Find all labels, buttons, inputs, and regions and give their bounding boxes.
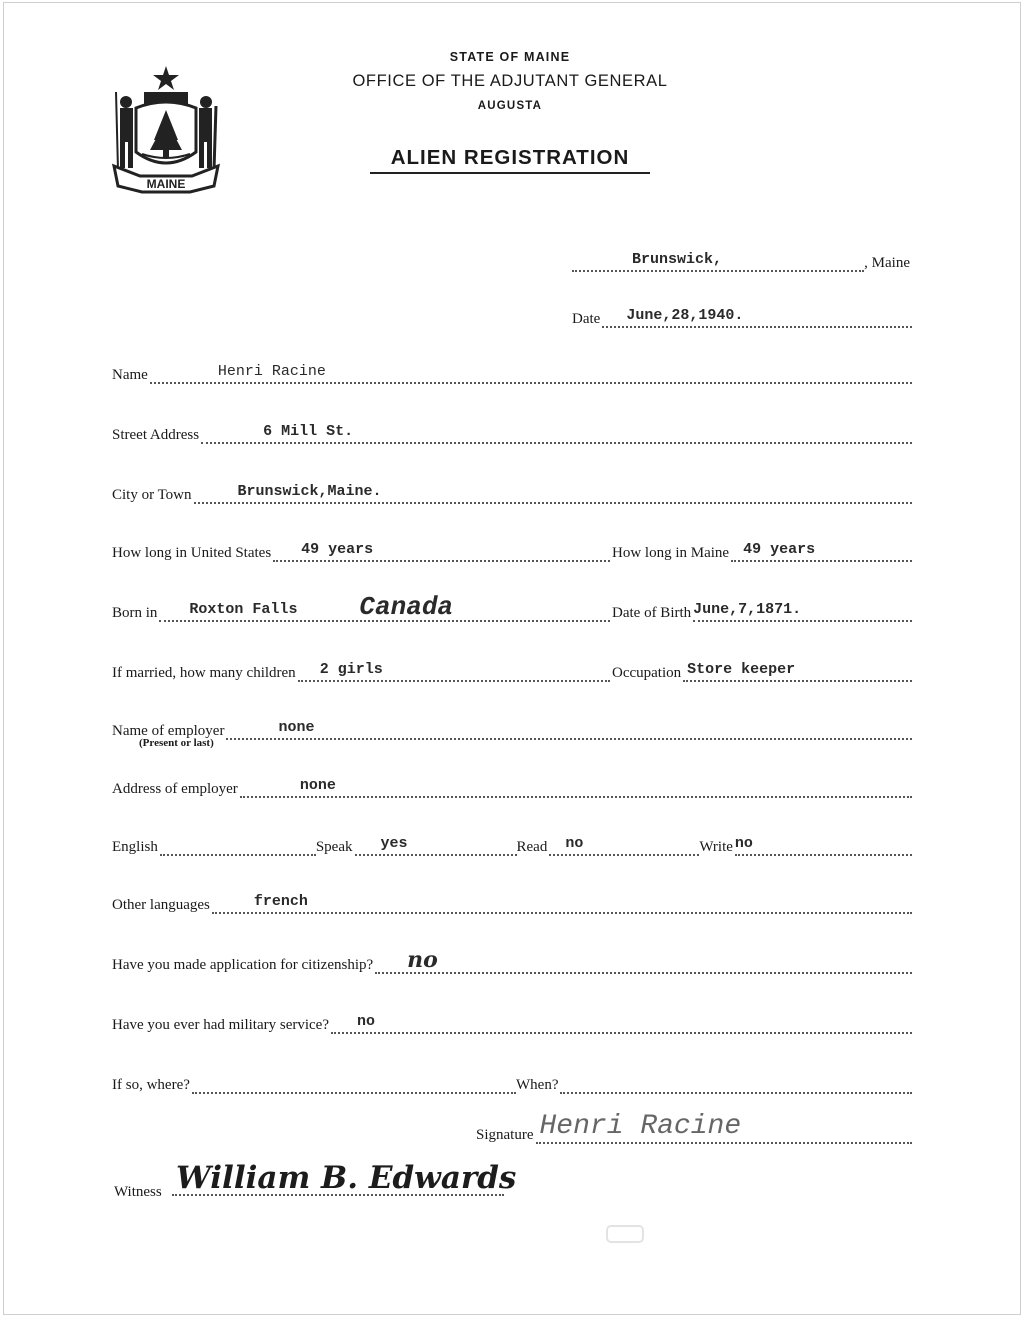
city-value: Brunswick,Maine. [237,483,382,500]
children-value: 2 girls [319,661,383,678]
city-row [112,482,912,504]
how-long-maine-value: 49 years [743,541,816,558]
how-long-maine-label: How long in Maine [612,545,730,561]
employer-value: none [278,719,315,736]
citizenship-label: Have you made application for citizenship? [112,957,374,973]
name-value: Henri Racine [217,363,326,380]
state-label: , Maine [864,255,910,271]
name-label: Name [112,367,148,383]
english-row [112,834,912,856]
occupation-value: Store keeper [687,661,796,678]
city-label: City or Town [112,487,192,503]
employer-address-field[interactable] [240,778,912,798]
how-long-us-row [112,540,610,562]
header-city: AUGUSTA [477,100,543,112]
date-row [572,306,912,328]
witness-signature: William B. Edwards [176,1160,517,1196]
born-in-value: Roxton Falls [189,601,298,618]
where-label: If so, where? [112,1077,190,1093]
write-label: Write [699,839,733,855]
street-field[interactable] [201,424,912,444]
signature-value: Henri Racine [539,1111,742,1142]
born-in-row [112,592,610,622]
name-field[interactable] [150,364,912,384]
speak-label: Speak [315,839,353,855]
header-state: STATE OF MAINE [449,50,571,64]
employer-address-row [112,776,912,798]
dob-field[interactable] [693,602,912,622]
read-value: no [565,835,584,852]
signature-row [476,1111,912,1144]
city-field[interactable] [194,484,912,504]
date-field[interactable] [602,308,912,328]
date-value: June,28,1940. [626,307,744,324]
citizenship-field[interactable] [375,947,912,974]
military-value: no [357,1013,376,1030]
employer-label: Name of employer [112,723,225,739]
read-field[interactable] [549,836,699,856]
children-field[interactable] [298,662,610,682]
occupation-row [612,660,912,682]
date-label: Date [572,311,601,327]
header-office: OFFICE OF THE ADJUTANT GENERAL [352,72,668,90]
other-languages-value: french [253,893,308,910]
write-field[interactable] [735,836,912,856]
english-label: English [112,839,158,855]
page-border [3,2,1021,1315]
how-long-us-label: How long in United States [112,545,272,561]
children-label: If married, how many children [112,665,296,681]
when-row [516,1072,912,1094]
dob-value: June,7,1871. [693,601,802,618]
signature-label: Signature [476,1127,534,1143]
employer-address-label: Address of employer [112,781,238,797]
street-label: Street Address [112,427,200,443]
speak-field[interactable] [355,836,517,856]
write-value: no [734,835,753,852]
other-languages-label: Other languages [112,897,210,913]
military-label: Have you ever had military service? [112,1017,329,1033]
how-long-us-value: 49 years [301,541,374,558]
where-row [112,1072,516,1094]
born-in-label: Born in [112,605,158,621]
street-row [112,422,912,444]
employer-row [112,718,912,740]
employer-address-value: none [299,777,336,794]
how-long-maine-field[interactable] [731,542,912,562]
born-in-field[interactable] [159,592,610,622]
citizenship-value: no [407,947,438,973]
occupation-field[interactable] [683,662,912,682]
how-long-us-field[interactable] [273,542,610,562]
employer-field[interactable] [226,720,912,740]
signature-field[interactable] [536,1111,913,1144]
citizenship-row [112,947,912,974]
witness-label: Witness [114,1184,162,1200]
children-row [112,660,610,682]
other-languages-row [112,892,912,914]
english-spacer [160,836,316,856]
military-row [112,1012,912,1034]
faint-stamp-mark [606,1224,646,1246]
dob-label: Date of Birth [612,605,692,621]
born-in-annotation: Canada [359,592,454,622]
where-field[interactable] [192,1074,516,1094]
military-field[interactable] [331,1014,912,1034]
when-label: When? [516,1077,559,1093]
title-underline [370,172,650,174]
form-title: ALIEN REGISTRATION [390,146,630,169]
town-value: Brunswick, [632,251,723,268]
town-row [572,250,912,272]
state-seal-image [110,62,222,194]
street-value: 6 Mill St. [263,423,354,440]
town-field[interactable] [572,252,864,272]
svg-text:MAINE: MAINE [146,177,186,191]
read-label: Read [516,839,548,855]
other-languages-field[interactable] [212,894,912,914]
name-row [112,362,912,384]
dob-row [612,600,912,622]
speak-value: yes [380,835,408,852]
when-field[interactable] [560,1074,912,1094]
employer-sublabel: (Present or last) [139,737,214,749]
how-long-maine-row [612,540,912,562]
occupation-label: Occupation [612,665,682,681]
